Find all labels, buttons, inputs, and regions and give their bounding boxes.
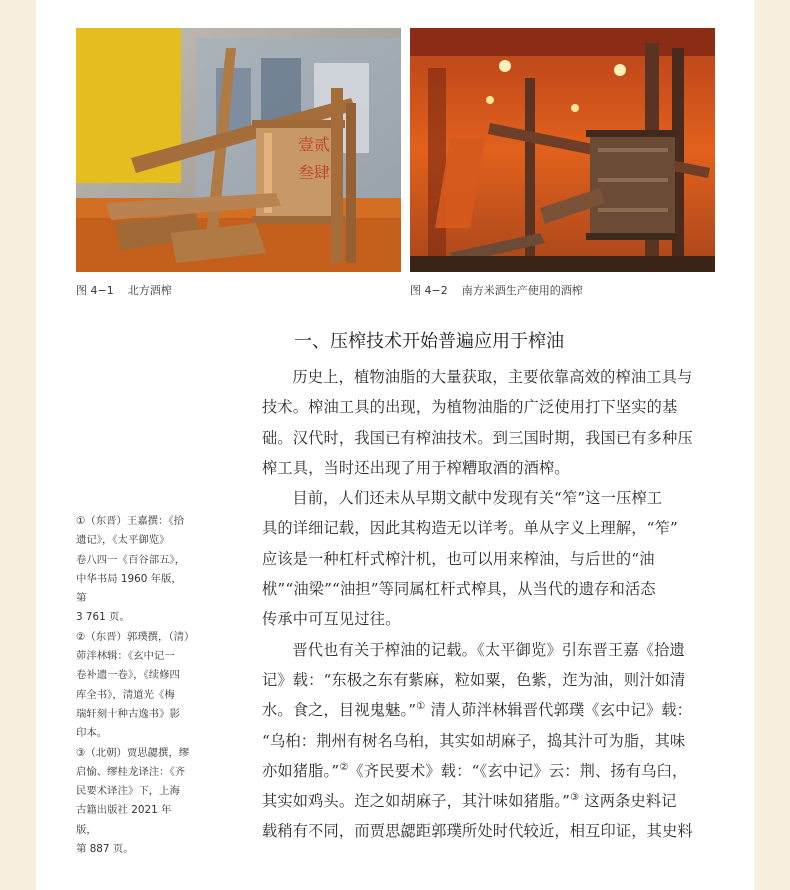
figure-number: 图 4−1	[76, 284, 114, 297]
paragraph-2	[262, 483, 716, 634]
paragraph-1	[262, 362, 716, 483]
text-run: 其实如鸡头。迮之如胡麻子，其汁味如猪脂。”	[262, 792, 571, 811]
text-line: 传承中可互见过往。	[262, 610, 401, 629]
footnote-2	[76, 628, 195, 744]
text-line	[262, 756, 716, 786]
text-line	[262, 786, 716, 816]
text-run: 这两条史料记	[584, 792, 677, 811]
text-line: 历史上，植物油脂的大量获取，主要依靠高效的榨油工具与	[292, 368, 693, 386]
figure-4-2-caption	[410, 282, 583, 298]
footnotes	[76, 512, 195, 859]
figure-number: 图 4−2	[410, 284, 448, 297]
footnote-line: ①（东晋）王嘉撰：《拾	[76, 515, 185, 527]
text-line: 技术。榨油工具的出现，为植物油脂的广泛使用打下坚实的基	[262, 398, 678, 417]
book-page	[36, 0, 754, 890]
text-run: 亦如猪脂。”	[262, 761, 340, 780]
footnote-line: 古籍出版社 2021 年版，	[76, 804, 172, 836]
footnote-line: 卷补遗一卷》，《续修四	[76, 669, 180, 682]
footnote-line: 库全书》，清道光《梅	[76, 688, 175, 701]
text-line: 应该是一种杠杆式榨汁机，也可以用来榨油，与后世的“油	[262, 549, 655, 568]
text-line: 榨工具，当时还出现了用于榨糟取酒的酒榨。	[262, 458, 570, 477]
footnote-line: ②（东晋）郭璞撰，（清）	[76, 630, 195, 643]
figure-caption-text: 北方酒榨	[127, 284, 172, 297]
text-run: 水。食之，目视鬼魅。”	[262, 701, 417, 720]
footnote-line: ③（北朝）贾思勰撰，缪	[76, 746, 190, 759]
footnote-line: 茆泮林辑：《玄中记一	[76, 650, 175, 663]
text-line: 记》载：“东极之东有紫麻，粒如粟，色紫，迮为油，则汁如清	[262, 670, 686, 689]
text-line	[262, 695, 716, 725]
body-text	[262, 362, 716, 847]
figure-south-wine-press-photo	[410, 28, 715, 272]
figure-4-1-caption	[76, 282, 172, 298]
footnote-1	[76, 512, 192, 628]
text-line: 目前，人们还未从早期文献中发现有关“笮”这一压榨工	[292, 489, 663, 508]
footnote-line: 中华书局 1960 年版，第	[76, 572, 182, 605]
footnote-line: 卷八四一《百谷部五》，	[76, 553, 186, 566]
north-wine-press-image	[76, 28, 401, 272]
text-line: 晋代也有关于榨油的记载。《太平御览》引东晋王嘉《拾遗	[292, 640, 685, 659]
footnote-ref-1[interactable]: ①	[416, 701, 426, 713]
paragraph-3	[262, 635, 716, 847]
text-run: 《齐民要术》载：“《玄中记》云：荆、扬有乌臼，	[348, 761, 688, 780]
figure-caption-text: 南方米酒生产使用的酒榨	[461, 284, 583, 297]
figure-north-wine-press-photo	[76, 28, 401, 272]
footnote-line: 民要术译注》下，上海	[76, 785, 180, 798]
south-wine-press-image	[410, 28, 715, 272]
footnote-line: 印本。	[76, 727, 108, 740]
text-line: 载稍有不同，而贾思勰距郭璞所处时代较近，相互印证，其史料	[262, 822, 693, 841]
footnote-3	[76, 744, 192, 860]
section-title: 一、压榨技术开始普遍应用于榨油	[294, 331, 564, 352]
press-lettering: 壹贰	[298, 135, 331, 154]
text-line: 础。汉代时，我国已有榨油技术。到三国时期，我国已有多种压	[262, 428, 693, 447]
text-line: 具的详细记载，因此其构造无以详考。单从字义上理解，“笮”	[262, 519, 679, 538]
footnote-line: 3 761 页。	[76, 611, 130, 624]
footnote-line: 瑞轩刻十种古逸书》影	[76, 707, 180, 720]
text-line: “乌桕：荆州有树名乌桕，其实如胡麻子，捣其汁可为脂，其味	[262, 731, 686, 750]
footnote-ref-2[interactable]: ②	[339, 761, 349, 773]
text-run: 清人茆泮林辑晋代郭璞《玄中记》载：	[430, 701, 693, 720]
footnote-line: 启愉、缪桂龙译注：《齐	[76, 765, 186, 778]
text-line: 栿”“油梁”“油担”等同属杠杆式榨具，从当代的遗存和活态	[262, 580, 656, 599]
footnote-line: 遗记》，《太平御览》	[76, 534, 170, 547]
footnote-ref-3[interactable]: ③	[570, 792, 580, 804]
footnote-line: 第 887 页。	[76, 843, 134, 856]
press-lettering-2: 叁肆	[298, 163, 331, 182]
